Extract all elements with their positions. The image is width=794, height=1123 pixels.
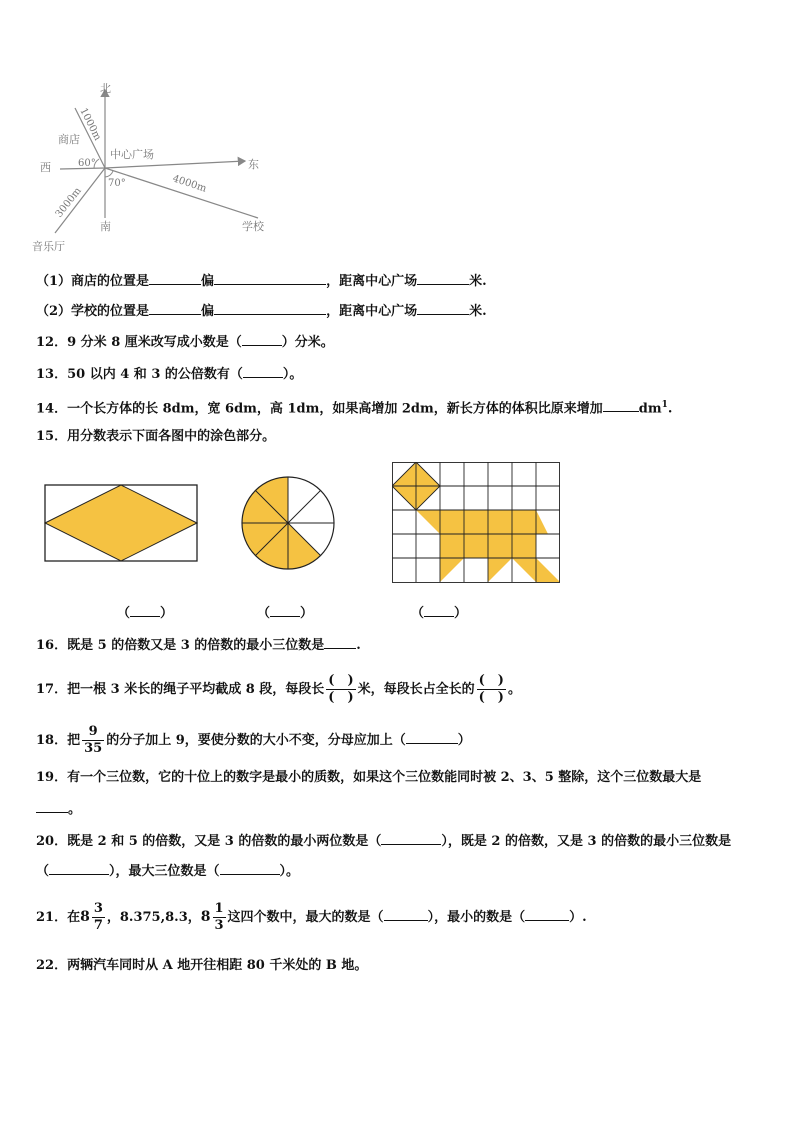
fraction: $\frac{1}{3}$ bbox=[214, 901, 224, 933]
label-shop: 商店 bbox=[58, 133, 80, 146]
question-22: 22．两辆汽车同时从 A 地开往相距 80 千米处的 B 地。 bbox=[36, 958, 368, 973]
blank[interactable] bbox=[214, 300, 326, 315]
question-13: 13．50 以内 4 和 3 的公倍数有（ ）。 bbox=[36, 363, 302, 385]
blank[interactable] bbox=[525, 906, 569, 921]
question-17: 17．把一根 3 米长的绳子平均截成 8 段，每段长 $\frac{( )}{( )}$ 米，每段长占全长的 $\frac{( )}{( )}$ 。 bbox=[36, 673, 521, 705]
q11-part1: （1）商店的位置是 偏 ，距离中心广场 米. bbox=[36, 270, 487, 292]
answer-figure-2[interactable]: （ ） bbox=[257, 606, 314, 621]
fraction-blank[interactable]: $\frac{( )}{( )}$ bbox=[478, 673, 504, 705]
blank[interactable] bbox=[381, 830, 441, 845]
fraction-blank[interactable]: $\frac{( )}{( )}$ bbox=[328, 673, 354, 705]
blank[interactable] bbox=[149, 270, 201, 285]
dist-concert: 3000m bbox=[53, 185, 84, 220]
blank[interactable] bbox=[242, 331, 282, 346]
dist-school: 4000m bbox=[171, 173, 208, 195]
question-15: 15．用分数表示下面各图中的涂色部分。 bbox=[36, 429, 276, 444]
q11-part2: （2）学校的位置是 偏 ，距离中心广场 米. bbox=[36, 300, 487, 322]
question-18: 18．把 $\frac{9}{35}$ 的分子加上 9，要使分数的大小不变，分母应加上（ ） bbox=[36, 724, 471, 756]
label-concert: 音乐厅 bbox=[32, 240, 65, 253]
label-east: 东 bbox=[248, 158, 259, 171]
blank[interactable] bbox=[214, 270, 326, 285]
blank[interactable] bbox=[220, 860, 280, 875]
question-21: 21．在8 $\frac{3}{7}$ ，8.375,8.3，8 $\frac{1}{3}$ 这四个数中，最大的数是（ ），最小的数是（ ）. bbox=[36, 901, 587, 933]
blank[interactable] bbox=[149, 300, 201, 315]
label-west: 西 bbox=[40, 161, 51, 174]
blank[interactable] bbox=[417, 270, 469, 285]
angle-shop: 60° bbox=[78, 158, 96, 169]
blank[interactable] bbox=[36, 798, 68, 813]
angle-school: 70° bbox=[108, 178, 126, 189]
blank[interactable] bbox=[49, 860, 109, 875]
question-20: 20．既是 2 和 5 的倍数，又是 3 的倍数的最小两位数是（ ），既是 2 的倍数，又是 3 的倍数的最小三位数是 bbox=[36, 830, 731, 852]
blank[interactable] bbox=[384, 906, 428, 921]
answer-figure-1[interactable]: （ ） bbox=[117, 606, 174, 621]
blank[interactable] bbox=[417, 300, 469, 315]
blank[interactable] bbox=[324, 634, 356, 649]
question-16: 16．既是 5 的倍数又是 3 的倍数的最小三位数是 . bbox=[36, 634, 361, 656]
direction-diagram bbox=[30, 78, 290, 253]
blank[interactable] bbox=[243, 363, 283, 378]
question-14: 14．一个长方体的长 8dm，宽 6dm，高 1dm，如果高增加 2dm，新长方体的体积比原来增加 $dm^1$. bbox=[36, 395, 672, 419]
figure-grid bbox=[392, 462, 560, 584]
question-19: 19．有一个三位数，它的十位上的数字是最小的质数，如果这个三位数能同时被 2、3、5 整除，这个三位数最大是 bbox=[36, 770, 702, 785]
label-south: 南 bbox=[100, 220, 111, 233]
label-center: 中心广场 bbox=[110, 148, 154, 161]
label-school: 学校 bbox=[242, 220, 264, 233]
question-12: 12．9 分米 8 厘米改写成小数是（ ）分米。 bbox=[36, 331, 334, 353]
fraction: $\frac{9}{35}$ bbox=[84, 724, 103, 756]
question-20-cont: （ ），最大三位数是（ ）。 bbox=[36, 860, 299, 882]
label-north: 北 bbox=[100, 82, 111, 95]
question-19-cont: 。 bbox=[36, 798, 81, 820]
fraction: $\frac{3}{7}$ bbox=[93, 901, 103, 933]
blank[interactable] bbox=[603, 397, 639, 412]
east-axis bbox=[105, 161, 245, 168]
blank[interactable] bbox=[406, 729, 458, 744]
dist-shop: 1000m bbox=[77, 106, 103, 143]
figure-rhombus-rectangle bbox=[44, 484, 200, 564]
figure-circle bbox=[239, 474, 337, 572]
answer-figure-3[interactable]: （ ） bbox=[411, 606, 468, 621]
